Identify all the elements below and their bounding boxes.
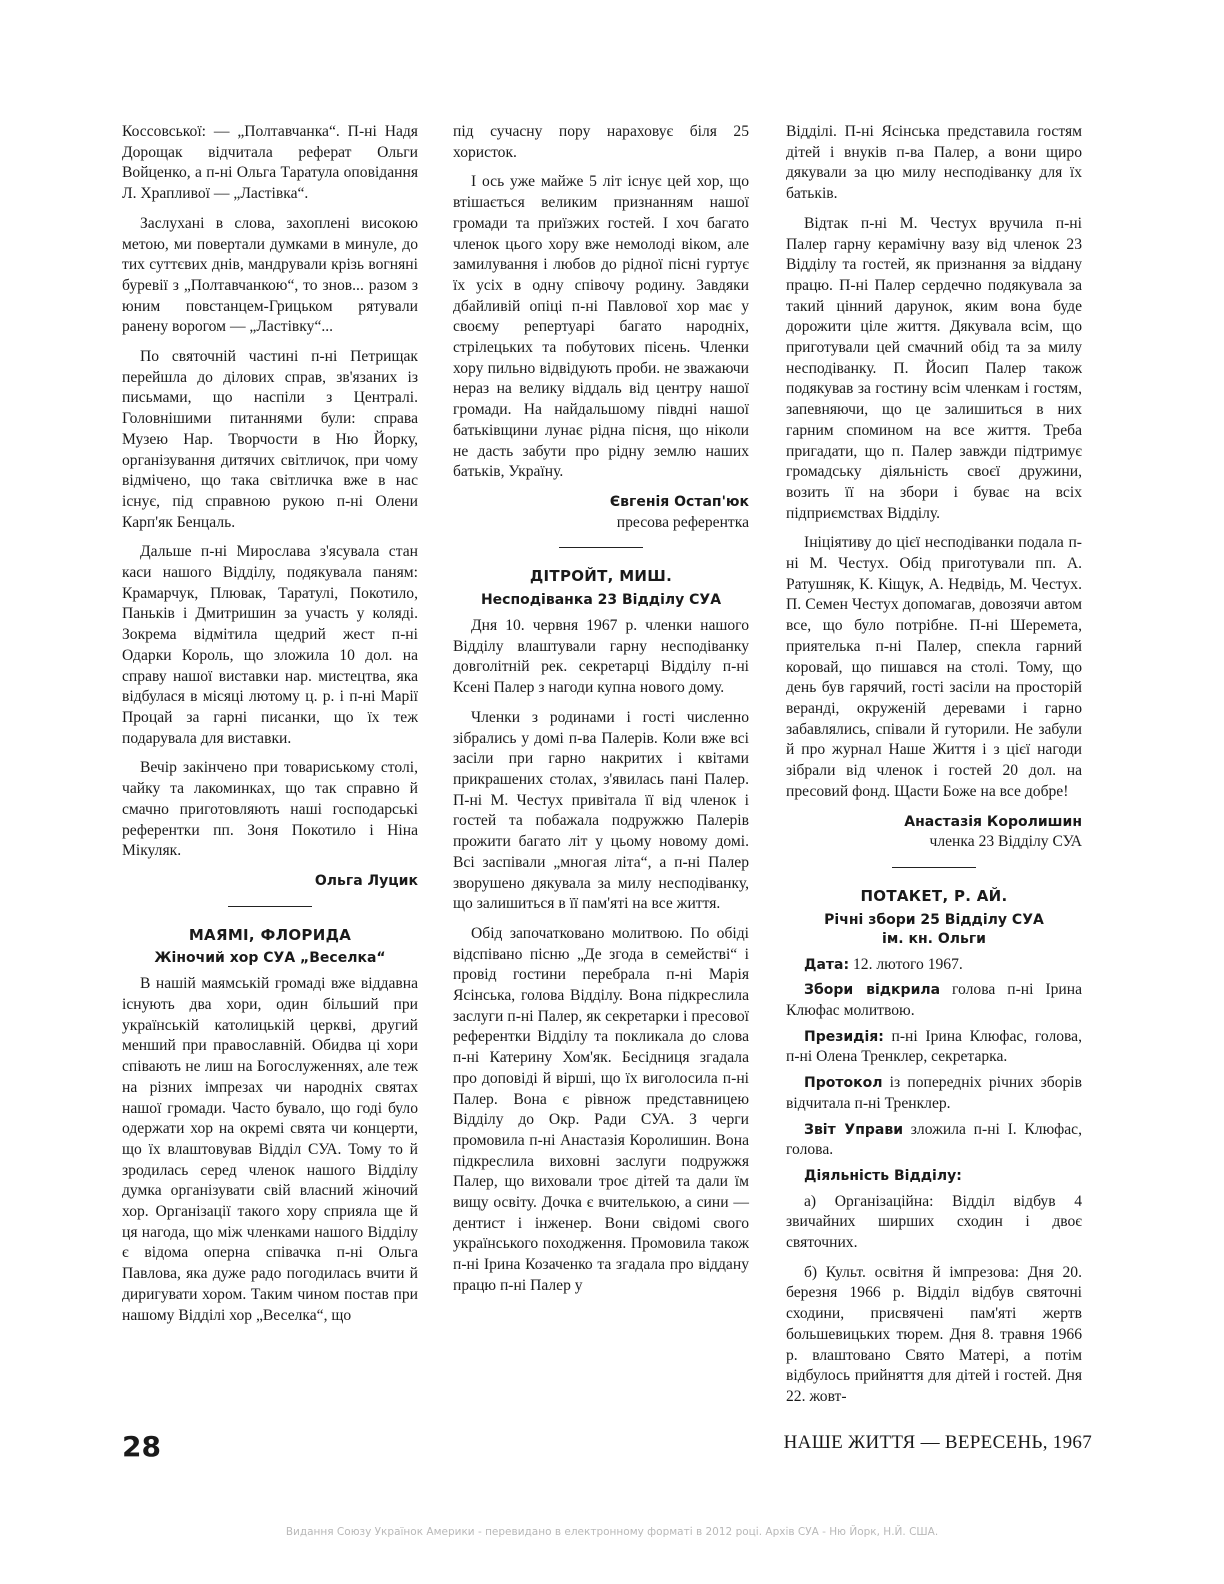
author-signature: Ольга Луцик	[314, 872, 418, 889]
section-subtitle: Жіночий хор СУА „Веселка“	[154, 950, 386, 967]
paragraph: В нашій маямській громаді вже віддавна існують два хори, один більший при українській католицькій церкві, другий менший при православній. Обидва ці хори співають не лиш на Богослуженнях, але теж на різних імпрезах чи народніх святах нашої громади. Часто бувало, що годі було одержати хор на окремі свята чи концерти, що їх влаштовував Відділ СУА. Тому то й зродилась серед членок нашого Відділу думка організувати свій власний жіночий хор. Організації такого хору сприяла ще й ця нагода, що між членками нашого Відділу є відома оперна співачка п-ні Ольга Павлова, яка дуже радо погодилась вчити й диригувати хором. Таким чином постав при нашому Відділі хор „Веселка“, що	[122, 975, 418, 1324]
paragraph: під сучасну пору нараховує біля 25 хористок.	[453, 123, 749, 161]
entry-text: із попередніх річних зборів відчитала п-ні Тренклер.	[786, 1074, 1082, 1112]
section-subtitle-line: ім. кн. Ольги	[882, 930, 986, 947]
paragraph: По святочній частині п-ні Петрищак перейшла до ділових справ, зв'язаних із письмами, що наспіли з Централі. Головнішими питаннями були: справа Музею Нар. Творчости в Ню Йорку, організування дитячих світличок, при чому відмічено, що така світличка вже в нас існує, під справною рукою п-ні Олени Карп'як Бенцаль.	[122, 348, 418, 531]
entry-text: п-ні Ірина Клюфас, голова, п-ні Олена Тренклер, секретарка.	[786, 1027, 1082, 1066]
entry-text: зложила п-ні І. Клюфас, голова.	[786, 1120, 1082, 1159]
section-title: МАЯМІ, ФЛОРИДА	[188, 925, 352, 944]
journal-issue-line: НАШЕ ЖИТТЯ — ВЕРЕСЕНЬ, 1967	[783, 1432, 1092, 1453]
section-divider	[228, 906, 312, 907]
paragraph: Ініціятиву до цієї несподіванки подала п-ні М. Честух. Обід приготували пп. А. Ратушняк, К. Кіщук, А. Недвідь, М. Честух. П. Семен Честух допомагав, довозячи автом все, що було потрібне. П-ні Шеремета, приятелька п-ні Палер, спекла гарний коровай, що пишався на столі. Тому, що день був гарячий, гості засіли на просторій веранді, окруженій деревами і гарно забавлялись, співали й гуторили. Не забули й про журнал Наше Життя і з цієї нагоди зібрали від членок і гостей 20 дол. на пресовий фонд. Щасти Боже на все добре!	[786, 534, 1082, 800]
entry-label: Діяльність Відділу:	[804, 1167, 962, 1184]
minutes-entry-opening	[786, 980, 1082, 1021]
section-subtitle-line: Річні збори 25 Відділу СУА	[824, 911, 1044, 928]
column-3	[786, 122, 1082, 1417]
author-signature: Анастазія Королишин	[904, 813, 1082, 830]
paragraph: Членки з родинами і гості численно зібрались у домі п-ва Палерів. Коли вже всі засіли при гарно накритих і квітами прикрашених столах, з'явилась пані Палер. П-ні М. Честух привітала її від членок і гостей та побажала подружжю Палерів прожити багато літ у цьому новому домі. Всі заспівали „многая літа“, а п-ні Палер зворушено дякувала за милу несподіванку, що залишиться в її пам'яті на все життя.	[453, 708, 749, 913]
paragraph: б) Культ. освітня й імпрезова: Дня 20. березня 1966 р. Відділ відбув святочні сходини, присвячені пам'яті жертв большевицьких тюрем. Дня 8. травня 1966 р. влаштовано Свято Матері, а потім відбулось прийняття для дітей і гостей. Дня 22. жовт-	[786, 1263, 1082, 1405]
section-subtitle	[786, 911, 1082, 949]
paragraph: Вечір закінчено при товариському столі, чайку та лакоминках, що так справно й смачно приготовляють наші господарські референтки пп. Зоня Покотило і Ніна Мікуляк.	[122, 759, 418, 860]
entry-text: 12. лютого 1967.	[849, 955, 963, 973]
section-divider	[892, 867, 976, 868]
paragraph: а) Організаційна: Відділ відбув 4 звичайних ширших сходин і двоє святочних.	[786, 1192, 1082, 1252]
minutes-entry-report	[786, 1120, 1082, 1161]
paragraph: Відділі. П-ні Ясінська представила гостям дітей і внуків п-ва Палер, а вони щиро дякували за цю милу несподіванку для їх батьків.	[786, 123, 1082, 203]
entry-label: Президія:	[804, 1028, 884, 1045]
section-title: ДІТРОЙТ, МИШ.	[529, 567, 673, 586]
minutes-entry-protocol	[786, 1073, 1082, 1114]
page-number: 28	[122, 1430, 161, 1463]
author-signature: Євгенія Остап'юк	[609, 493, 749, 510]
entry-label: Звіт Управи	[804, 1121, 904, 1138]
column-2	[453, 122, 749, 1306]
column-1	[122, 122, 418, 1335]
archive-watermark-note: Видання Союзу Українок Америки - перевидано в електронному форматі в 2012 році. Архів СУА - Ню Йорк, Н.Й. США.	[285, 1526, 939, 1538]
entry-label: Дата:	[804, 956, 850, 973]
minutes-entry-date	[786, 955, 1082, 976]
entry-label: Протокол	[804, 1075, 883, 1092]
paragraph: Заслухані в слова, захоплені високою метою, ми повертали думками в минуле, до тих суттєвих днів, мандрували крізь вогняні буревії з „Полтавчанкою“, то знов... разом з юним повстанцем-Грицьком рятували ранену ворогом — „Ластівку“...	[122, 214, 418, 336]
author-role: членка 23 Відділу СУА	[929, 833, 1082, 851]
paragraph: Дня 10. червня 1967 р. членки нашого Відділу влаштували гарну несподіванку довголітній рек. секретарці Відділу п-ні Ксені Палер з нагоди купна нового дому.	[453, 617, 749, 697]
section-divider	[559, 547, 643, 548]
paragraph: Дальше п-ні Мирослава з'ясувала стан каси нашого Відділу, подякувала паням: Крамарчук, Плювак, Таратулі, Покотило, Паньків і Дмитришин за участь у коляді. Зокрема відмітила щедрий жест п-ні Одарки Король, що зложила 10 дол. на справу нашої виставки нар. мистецтва, яка відбулася в місяці лютому ц. р. і п-ні Марії Процай за гарні писанки, що їх теж подарувала для виставки.	[122, 543, 418, 747]
minutes-entry-presidium	[786, 1027, 1082, 1068]
author-role: пресова референтка	[616, 513, 749, 531]
entry-text: голова п-ні Ірина Клюфас молитвою.	[786, 981, 1082, 1020]
paragraph: Відтак п-ні М. Честух вручила п-ні Палер гарну керамічну вазу від членок 23 Відділу та гостей, як признання за віддану працю. П-ні Палер сердечно подякувала за такий цінний дарунок, яким вона буде дорожити ціле життя. Дякувала всім, що приготували цей смачний обід та за милу несподіванку. П. Йосип Палер також подякував за гостину всім членкам і гостям, запевняючи, що це залишиться в них гарним спомином на все життя. Треба пригадати, що п. Палер завжди підтримує громадську діяльність своєї дружини, возить її на збори і буває на всіх підприємствах Відділу.	[786, 214, 1082, 522]
entry-label: Збори відкрила	[804, 982, 941, 999]
section-subtitle: Несподіванка 23 Відділу СУА	[480, 592, 722, 609]
section-title: ПОТАКЕТ, Р. АЙ.	[860, 886, 1008, 905]
paragraph: І ось уже майже 5 літ існує цей хор, що втішається великим признанням нашої громади та приїзжих гостей. І хоч багато членок цього хору вже немолоді віком, але замилування і любов до рідної пісні гуртує їх усіх в одну співочу родину. Завдяки дбайливій опіці п-ні Павлової хор має у своєму репертуарі багато народніх, стрілецьких та побутових пісень. Членки хору пильно відвідують проби. не зважаючи нераз на велику віддаль від центру нашої громади. На найдальшому півдні нашої батьківщини лунає рідна пісня, що ніколи не дасть забути про рідну землю наших батьків, Україну.	[453, 173, 749, 481]
paragraph: Обід започатковано молитвою. По обіді відспівано пісню „Де згода в семействі“ і провід гостини перебрала п-ні Марія Ясінська, голова Відділу. Вона підкреслила заслуги п-ні Палер, як секретарки і пресової референтки Відділу та покликала до слова п-ні Катерину Хом'як. Бесідниця згадала про доповіді й вірші, що їх виголосила п-ні Палер. Вона є рівнож представницею Відділу до Окр. Ради СУА. З черги промовила п-ні Анастазія Королишин. Вона підкреслила виховні заслуги подружжя Палер, що виховали троє дітей та дали їм вищу освіту. Дочка є вчителькою, а сини — дентист і інженер. Вони свідомі свого українського походження. Промовила також п-ні Ірина Козаченко та згадала про віддану працю п-ні Палер у	[453, 924, 749, 1294]
minutes-entry-activity	[786, 1166, 1082, 1187]
paragraph: Коссовської: — „Полтавчанка“. П-ні Надя Дорощак відчитала реферат Ольги Войценко, а п-ні Ольга Таратула оповідання Л. Храпливої — „Ластівка“.	[122, 123, 418, 203]
page-footer	[122, 1430, 1092, 1462]
